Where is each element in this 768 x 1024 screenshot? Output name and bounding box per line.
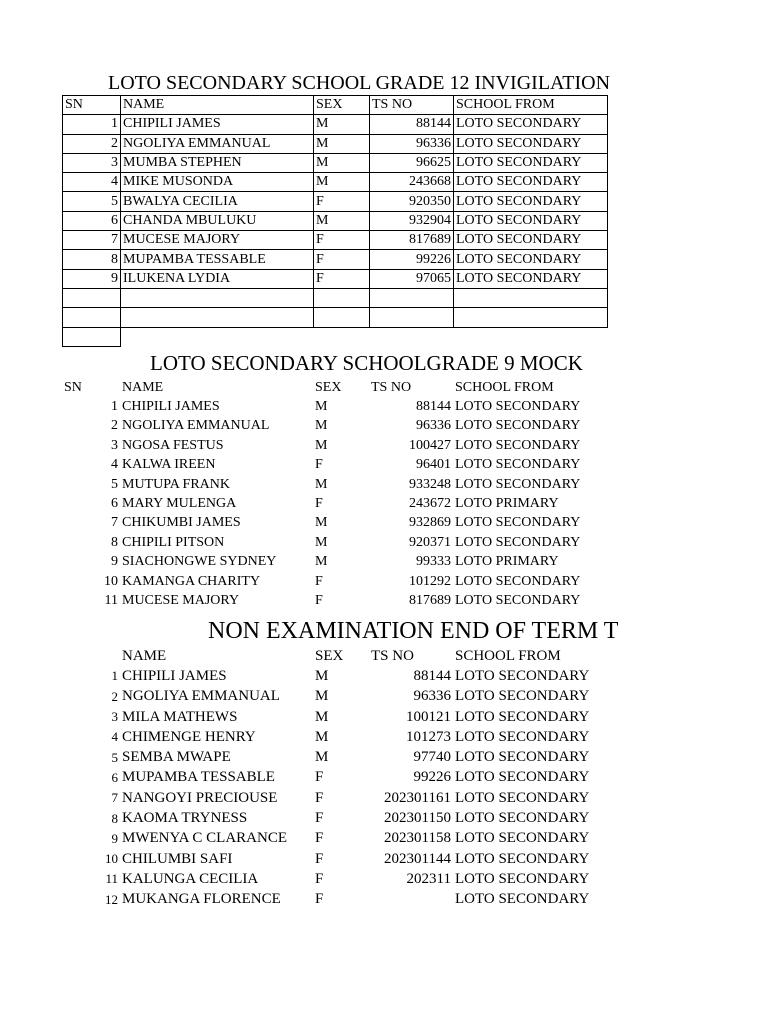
empty-cell xyxy=(314,288,370,307)
blank-row xyxy=(63,288,608,307)
name-cell: KAOMA TRYNESS xyxy=(122,810,248,827)
sex-cell: F xyxy=(314,231,370,250)
school-cell: LOTO SECONDARY xyxy=(455,749,590,766)
school-cell: LOTO SECONDARY xyxy=(454,211,608,230)
table-row xyxy=(62,808,607,828)
sn-cell: 8 xyxy=(111,810,118,826)
section2-title: LOTO SECONDARY SCHOOLGRADE 9 MOCK xyxy=(150,353,583,374)
blank-row xyxy=(63,327,608,346)
ts-no-cell: 96336 xyxy=(370,134,454,153)
school-cell: LOTO SECONDARY xyxy=(454,192,608,211)
ts-no-cell: 933248 xyxy=(409,476,451,492)
sn-cell: 6 xyxy=(111,496,118,512)
sex-cell: M xyxy=(314,173,370,192)
ts-no-cell: 100121 xyxy=(406,708,451,725)
sn-cell: 1 xyxy=(63,115,121,134)
sex-cell: M xyxy=(315,515,328,531)
table-row xyxy=(62,514,607,533)
school-cell: LOTO SECONDARY xyxy=(455,457,581,473)
sex-cell: F xyxy=(315,592,323,608)
name-cell: MUCESE MAJORY xyxy=(121,231,314,250)
sn-header xyxy=(62,646,120,666)
empty-cell xyxy=(454,308,608,327)
sn-cell: 11 xyxy=(105,871,118,887)
ts-no-cell xyxy=(369,890,453,910)
sex-cell: M xyxy=(315,418,328,434)
school-header: SCHOOL FROM xyxy=(455,647,561,664)
sex-cell: M xyxy=(315,476,328,492)
table-row xyxy=(62,869,607,889)
table-row xyxy=(63,173,608,192)
school-cell: LOTO SECONDARY xyxy=(455,573,581,589)
school-cell: LOTO SECONDARY xyxy=(454,115,608,134)
name-cell: ILUKENA LYDIA xyxy=(121,269,314,288)
table-row xyxy=(62,533,607,552)
table-row xyxy=(62,475,607,494)
table-row xyxy=(62,591,607,610)
sn-cell: 6 xyxy=(63,211,121,230)
empty-cell xyxy=(370,327,454,346)
school-header: SCHOOL FROM xyxy=(454,96,608,115)
sn-cell: 5 xyxy=(63,192,121,211)
sex-cell: M xyxy=(315,437,328,453)
ts-no-header: TS NO xyxy=(370,96,454,115)
sn-cell: 10 xyxy=(104,573,118,589)
empty-cell xyxy=(63,288,121,307)
blank-row xyxy=(63,308,608,327)
ts-no-cell: 99333 xyxy=(416,554,451,570)
school-cell: LOTO SECONDARY xyxy=(455,728,590,745)
name-cell: NGOSA FESTUS xyxy=(122,437,224,453)
name-cell: SIACHONGWE SYDNEY xyxy=(122,554,277,570)
sn-cell: 9 xyxy=(111,554,118,570)
table-row xyxy=(62,456,607,475)
sn-cell: 1 xyxy=(111,668,118,684)
empty-cell xyxy=(63,327,121,346)
ts-no-cell: 202301150 xyxy=(384,810,451,827)
ts-no-cell: 101273 xyxy=(406,728,451,745)
sn-cell: 2 xyxy=(63,134,121,153)
school-cell: LOTO SECONDARY xyxy=(455,830,590,847)
school-cell: LOTO SECONDARY xyxy=(454,269,608,288)
table-row xyxy=(63,269,608,288)
sex-cell: F xyxy=(314,192,370,211)
ts-no-cell: 243672 xyxy=(409,496,451,512)
name-cell: CHIKUMBI JAMES xyxy=(122,515,241,531)
school-cell: LOTO SECONDARY xyxy=(455,708,590,725)
ts-no-cell: 97065 xyxy=(370,269,454,288)
table-row xyxy=(63,134,608,153)
table-row xyxy=(62,768,607,788)
sex-header: SEX xyxy=(314,96,370,115)
name-cell: MIKE MUSONDA xyxy=(121,173,314,192)
empty-cell xyxy=(454,288,608,307)
school-cell: LOTO SECONDARY xyxy=(455,769,590,786)
sex-cell: F xyxy=(315,457,323,473)
sex-cell: M xyxy=(314,153,370,172)
name-cell: CHIPILI JAMES xyxy=(121,115,314,134)
sn-header: SN xyxy=(63,96,121,115)
empty-cell xyxy=(370,288,454,307)
ts-no-cell: 99226 xyxy=(370,250,454,269)
ts-no-cell: 932904 xyxy=(370,211,454,230)
table-header-row xyxy=(63,96,608,115)
ts-no-cell: 202311 xyxy=(406,870,451,887)
ts-no-cell: 920350 xyxy=(370,192,454,211)
ts-no-cell: 99226 xyxy=(413,769,451,786)
school-cell: LOTO SECONDARY xyxy=(455,667,590,684)
ts-no-cell: 932869 xyxy=(409,515,451,531)
name-cell: MUTUPA FRANK xyxy=(122,476,231,492)
sn-cell: 2 xyxy=(111,688,118,704)
name-cell: NGOLIYA EMMANUAL xyxy=(122,688,280,705)
sn-cell: 9 xyxy=(63,269,121,288)
ts-no-cell: 100427 xyxy=(409,437,451,453)
sex-cell: F xyxy=(314,250,370,269)
sex-cell: M xyxy=(314,211,370,230)
sn-cell: 3 xyxy=(111,437,118,453)
sn-cell: 7 xyxy=(63,231,121,250)
school-header: SCHOOL FROM xyxy=(455,379,554,395)
invigilation-table xyxy=(62,95,608,347)
name-cell: MUPAMBA TESSABLE xyxy=(121,250,314,269)
school-cell: LOTO SECONDARY xyxy=(454,153,608,172)
ts-no-header: TS NO xyxy=(371,379,412,395)
name-cell: CHANDA MBULUKU xyxy=(121,211,314,230)
table-row xyxy=(62,707,607,727)
name-cell: MWENYA C CLARANCE xyxy=(122,830,288,847)
name-cell: CHILUMBI SAFI xyxy=(122,850,233,867)
sn-cell: 8 xyxy=(63,250,121,269)
school-cell: LOTO SECONDARY xyxy=(454,173,608,192)
school-cell: LOTO SECONDARY xyxy=(454,231,608,250)
sex-cell: F xyxy=(315,789,324,806)
name-cell: MUPAMBA TESSABLE xyxy=(122,769,275,786)
sex-cell: F xyxy=(315,850,324,867)
school-cell: LOTO SECONDARY xyxy=(455,870,590,887)
sex-cell: F xyxy=(315,870,324,887)
sex-header: SEX xyxy=(315,647,344,664)
ts-no-cell: 96401 xyxy=(416,457,451,473)
mock-table xyxy=(62,378,607,611)
ts-no-cell: 817689 xyxy=(409,592,451,608)
table-row xyxy=(63,250,608,269)
sn-cell: 3 xyxy=(63,153,121,172)
table-row xyxy=(62,572,607,591)
table-row xyxy=(62,727,607,747)
section1-title: LOTO SECONDARY SCHOOL GRADE 12 INVIGILATION xyxy=(108,73,611,93)
school-cell: LOTO SECONDARY xyxy=(455,437,581,453)
sex-cell: M xyxy=(315,554,328,570)
ts-no-cell: 101292 xyxy=(409,573,451,589)
ts-no-cell: 96336 xyxy=(413,688,451,705)
sex-cell: F xyxy=(315,496,323,512)
table-row xyxy=(63,192,608,211)
sn-cell: 5 xyxy=(111,476,118,492)
name-cell: CHIPILI JAMES xyxy=(122,399,220,415)
section3-title: NON EXAMINATION END OF TERM T xyxy=(208,619,619,643)
name-cell: NANGOYI PRECIOUSE xyxy=(122,789,278,806)
ts-no-cell: 96336 xyxy=(416,418,451,434)
school-cell: LOTO SECONDARY xyxy=(454,134,608,153)
school-cell: LOTO SECONDARY xyxy=(455,476,581,492)
table-row xyxy=(62,666,607,686)
sn-cell: 3 xyxy=(111,709,118,725)
ts-no-cell: 88144 xyxy=(416,399,451,415)
name-cell: MUKANGA FLORENCE xyxy=(122,891,281,908)
table-row xyxy=(63,153,608,172)
sex-cell: F xyxy=(315,573,323,589)
sn-cell: 12 xyxy=(105,891,118,907)
sn-cell: 7 xyxy=(111,515,118,531)
sn-cell: 10 xyxy=(105,851,118,867)
ts-no-cell: 202301144 xyxy=(384,850,451,867)
name-header: NAME xyxy=(122,379,164,395)
table-row xyxy=(63,115,608,134)
school-cell: LOTO SECONDARY xyxy=(455,534,581,550)
table-header-row xyxy=(62,378,607,397)
ts-no-cell: 202301161 xyxy=(384,789,451,806)
empty-cell xyxy=(121,308,314,327)
school-cell: LOTO SECONDARY xyxy=(455,789,590,806)
table-row xyxy=(62,494,607,513)
table-row xyxy=(62,553,607,572)
name-cell: SEMBA MWAPE xyxy=(122,749,231,766)
table-row xyxy=(62,849,607,869)
table-row xyxy=(63,231,608,250)
table-row xyxy=(62,687,607,707)
sex-cell: M xyxy=(315,534,328,550)
empty-cell xyxy=(121,327,314,346)
table-row xyxy=(62,417,607,436)
name-cell: MUMBA STEPHEN xyxy=(121,153,314,172)
school-cell: LOTO SECONDARY xyxy=(454,250,608,269)
sex-cell: M xyxy=(315,688,329,705)
sex-header: SEX xyxy=(315,379,342,395)
sn-cell: 9 xyxy=(111,830,118,846)
ts-no-cell: 88144 xyxy=(413,667,451,684)
school-cell: LOTO SECONDARY xyxy=(455,850,590,867)
sex-cell: F xyxy=(315,810,324,827)
name-cell: MUCESE MAJORY xyxy=(122,592,240,608)
sex-cell: F xyxy=(314,269,370,288)
name-cell: NGOLIYA EMMANUAL xyxy=(121,134,314,153)
sn-cell: 6 xyxy=(111,769,118,785)
sn-cell: 4 xyxy=(111,729,118,745)
school-cell: LOTO SECONDARY xyxy=(455,399,581,415)
table-row xyxy=(62,397,607,416)
school-cell: LOTO SECONDARY xyxy=(455,515,581,531)
school-cell: LOTO SECONDARY xyxy=(455,810,590,827)
ts-no-cell: 243668 xyxy=(370,173,454,192)
sn-cell: 1 xyxy=(111,399,118,415)
name-cell: NGOLIYA EMMANUAL xyxy=(122,418,270,434)
table-row xyxy=(62,829,607,849)
sex-cell: F xyxy=(315,891,324,908)
end-of-term-table xyxy=(62,646,607,910)
table-row xyxy=(62,788,607,808)
table-row xyxy=(62,747,607,767)
sex-cell: M xyxy=(315,399,328,415)
ts-no-cell: 817689 xyxy=(370,231,454,250)
ts-no-cell: 202301158 xyxy=(384,830,451,847)
sex-cell: M xyxy=(314,115,370,134)
school-cell: LOTO SECONDARY xyxy=(455,592,581,608)
sex-cell: M xyxy=(315,749,329,766)
school-cell: LOTO PRIMARY xyxy=(455,554,559,570)
sn-cell: 4 xyxy=(111,457,118,473)
name-cell: MARY MULENGA xyxy=(122,496,237,512)
sn-header: SN xyxy=(64,379,82,395)
sn-cell: 11 xyxy=(104,592,118,608)
name-cell: KALWA IREEN xyxy=(122,457,216,473)
sex-cell: M xyxy=(315,708,329,725)
school-cell: LOTO SECONDARY xyxy=(455,688,590,705)
name-cell: BWALYA CECILIA xyxy=(121,192,314,211)
table-header-row xyxy=(62,646,607,666)
ts-no-cell: 97740 xyxy=(413,749,451,766)
table-row xyxy=(62,890,607,910)
table-row xyxy=(62,436,607,455)
sn-cell: 5 xyxy=(111,749,118,765)
name-header: NAME xyxy=(122,647,167,664)
sn-cell: 2 xyxy=(111,418,118,434)
sex-cell: F xyxy=(315,830,324,847)
sex-cell: M xyxy=(315,728,329,745)
empty-cell xyxy=(121,288,314,307)
ts-no-cell: 96625 xyxy=(370,153,454,172)
name-cell: CHIPILI JAMES xyxy=(122,667,227,684)
ts-no-cell: 88144 xyxy=(370,115,454,134)
empty-cell xyxy=(314,308,370,327)
empty-cell xyxy=(454,327,608,346)
name-cell: CHIMENGE HENRY xyxy=(122,728,256,745)
name-cell: MILA MATHEWS xyxy=(122,708,238,725)
name-cell: CHIPILI PITSON xyxy=(122,534,225,550)
school-cell: LOTO SECONDARY xyxy=(455,891,590,908)
sex-cell: M xyxy=(314,134,370,153)
ts-no-cell: 920371 xyxy=(409,534,451,550)
sn-cell: 7 xyxy=(111,790,118,806)
empty-cell xyxy=(370,308,454,327)
school-cell: LOTO SECONDARY xyxy=(455,418,581,434)
sex-cell: M xyxy=(315,667,329,684)
table-row xyxy=(63,211,608,230)
sn-cell: 8 xyxy=(111,534,118,550)
school-cell: LOTO PRIMARY xyxy=(455,496,559,512)
name-cell: KAMANGA CHARITY xyxy=(122,573,261,589)
empty-cell xyxy=(314,327,370,346)
name-header: NAME xyxy=(121,96,314,115)
sn-cell: 4 xyxy=(63,173,121,192)
empty-cell xyxy=(63,308,121,327)
name-cell: KALUNGA CECILIA xyxy=(122,870,259,887)
sex-cell: F xyxy=(315,769,324,786)
ts-no-header: TS NO xyxy=(371,647,414,664)
